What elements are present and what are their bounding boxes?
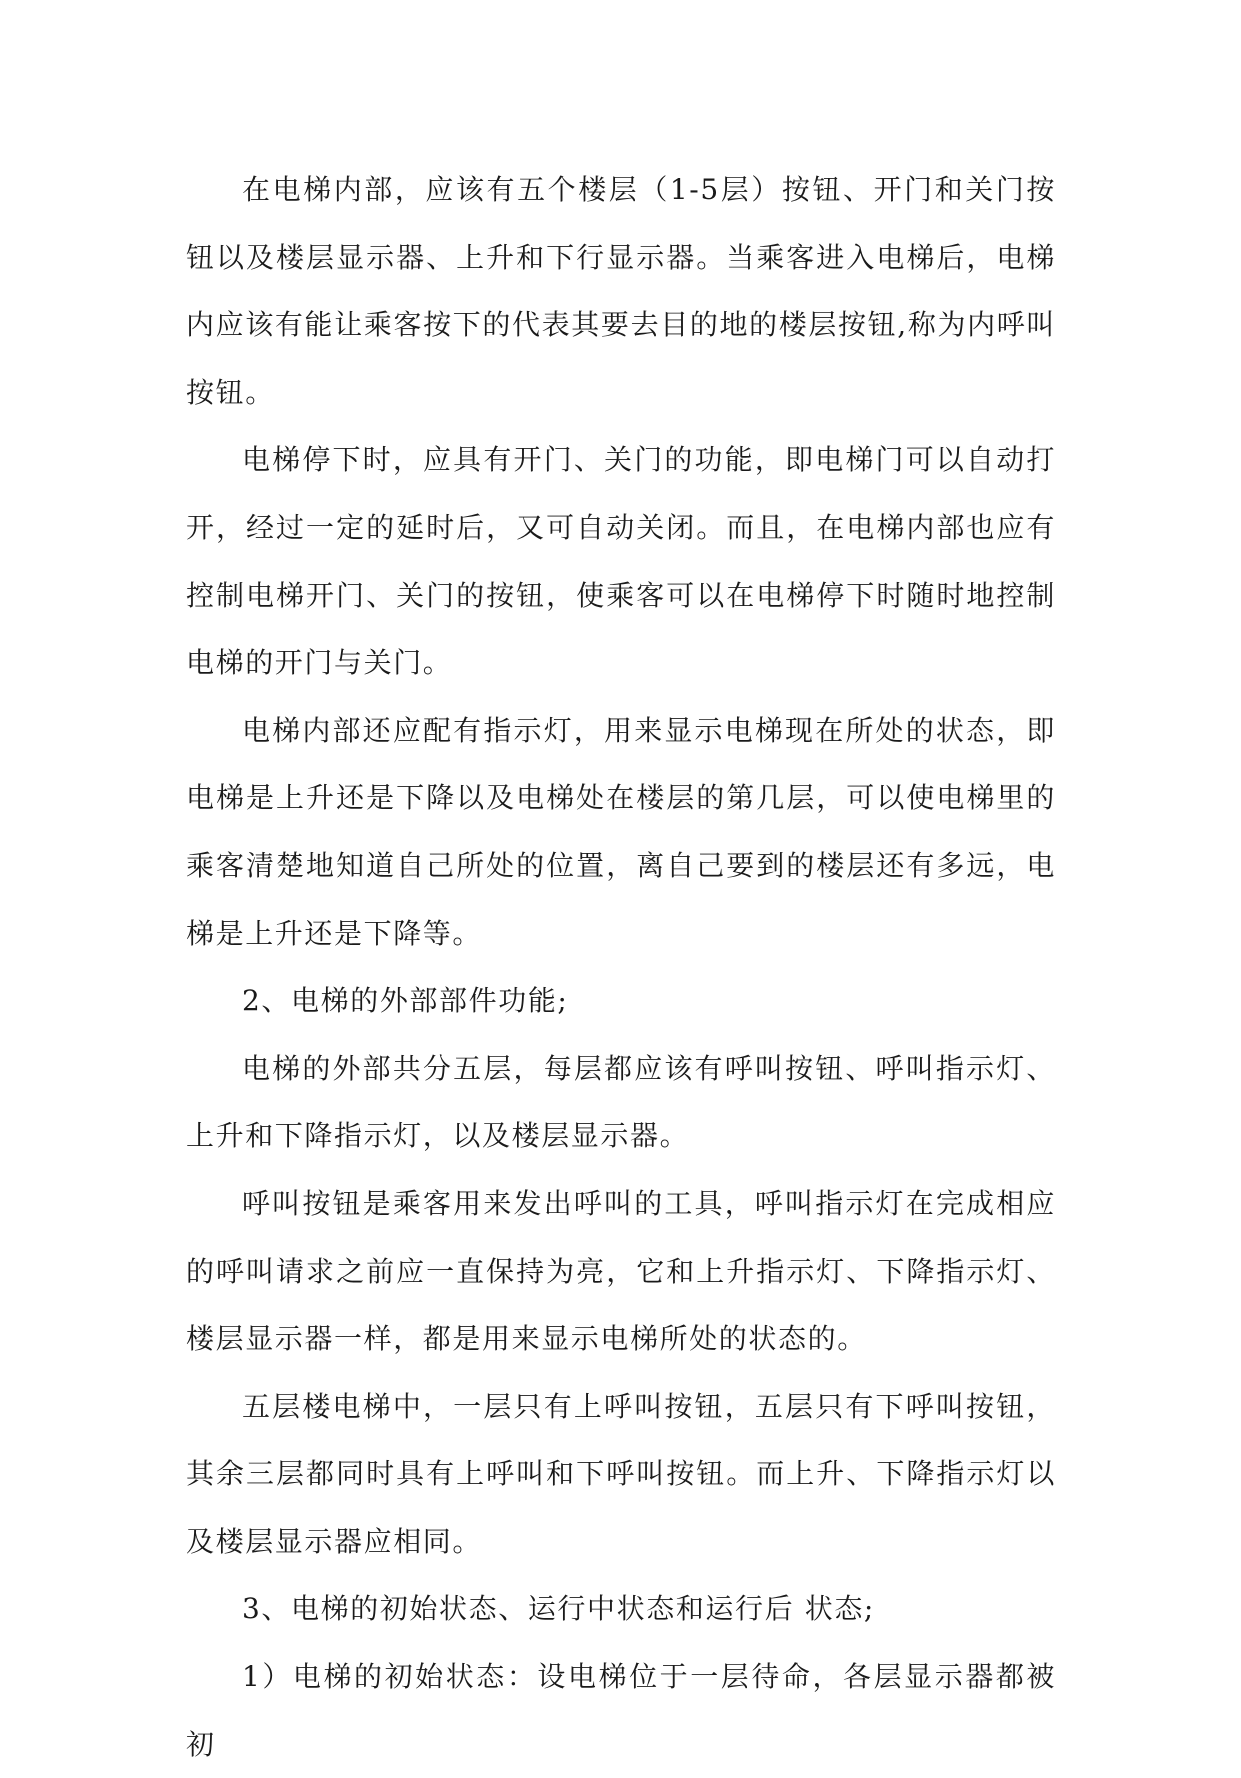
paragraph-external-floors: 电梯的外部共分五层，每层都应该有呼叫按钮、呼叫指示灯、上升和下降指示灯，以及楼层显示器。 <box>186 1051 1056 1153</box>
paragraph-indicator-lights: 电梯内部还应配有指示灯，用来显示电梯现在所处的状态，即电梯是上升还是下降以及电梯处在楼层的第几层，可以使电梯里的乘客清楚地知道自己所处的位置，离自己要到的楼层还有多远，电梯是上升还是下降等。 <box>186 713 1056 950</box>
paragraph-internal-buttons: 在电梯内部，应该有五个楼层（1-5层）按钮、开门和关门按钮以及楼层显示器、上升和下行显示器。当乘客进入电梯后，电梯内应该有能让乘客按下的代表其要去目的地的楼层按钮,称为内呼叫按钮。 <box>186 173 1056 409</box>
paragraph-call-button: 呼叫按钮是乘客用来发出呼叫的工具，呼叫指示灯在完成相应的呼叫请求之前应一直保持为亮，它和上升指示灯、下降指示灯、楼层显示器一样，都是用来显示电梯所处的状态的。 <box>186 1186 1056 1356</box>
section-heading-external-parts: 2、电梯的外部部件功能; <box>242 984 569 1018</box>
paragraph-five-floor-buttons: 五层楼电梯中，一层只有上呼叫按钮，五层只有下呼叫按钮，其余三层都同时具有上呼叫和下呼叫按钮。而上升、下降指示灯以及楼层显示器应相同。 <box>186 1389 1056 1558</box>
section-heading-elevator-states: 3、电梯的初始状态、运行中状态和运行后 状态; <box>242 1592 875 1626</box>
paragraph-door-function: 电梯停下时，应具有开门、关门的功能，即电梯门可以自动打开，经过一定的延时后，又可自动关闭。而且，在电梯内部也应有控制电梯开门、关门的按钮，使乘客可以在电梯停下时随时地控制电梯的开门与关门。 <box>186 443 1056 680</box>
document-body <box>186 156 1056 1778</box>
paragraph-initial-state: 1）电梯的初始状态：设电梯位于一层待命，各层显示器都被初 <box>186 1660 1056 1761</box>
